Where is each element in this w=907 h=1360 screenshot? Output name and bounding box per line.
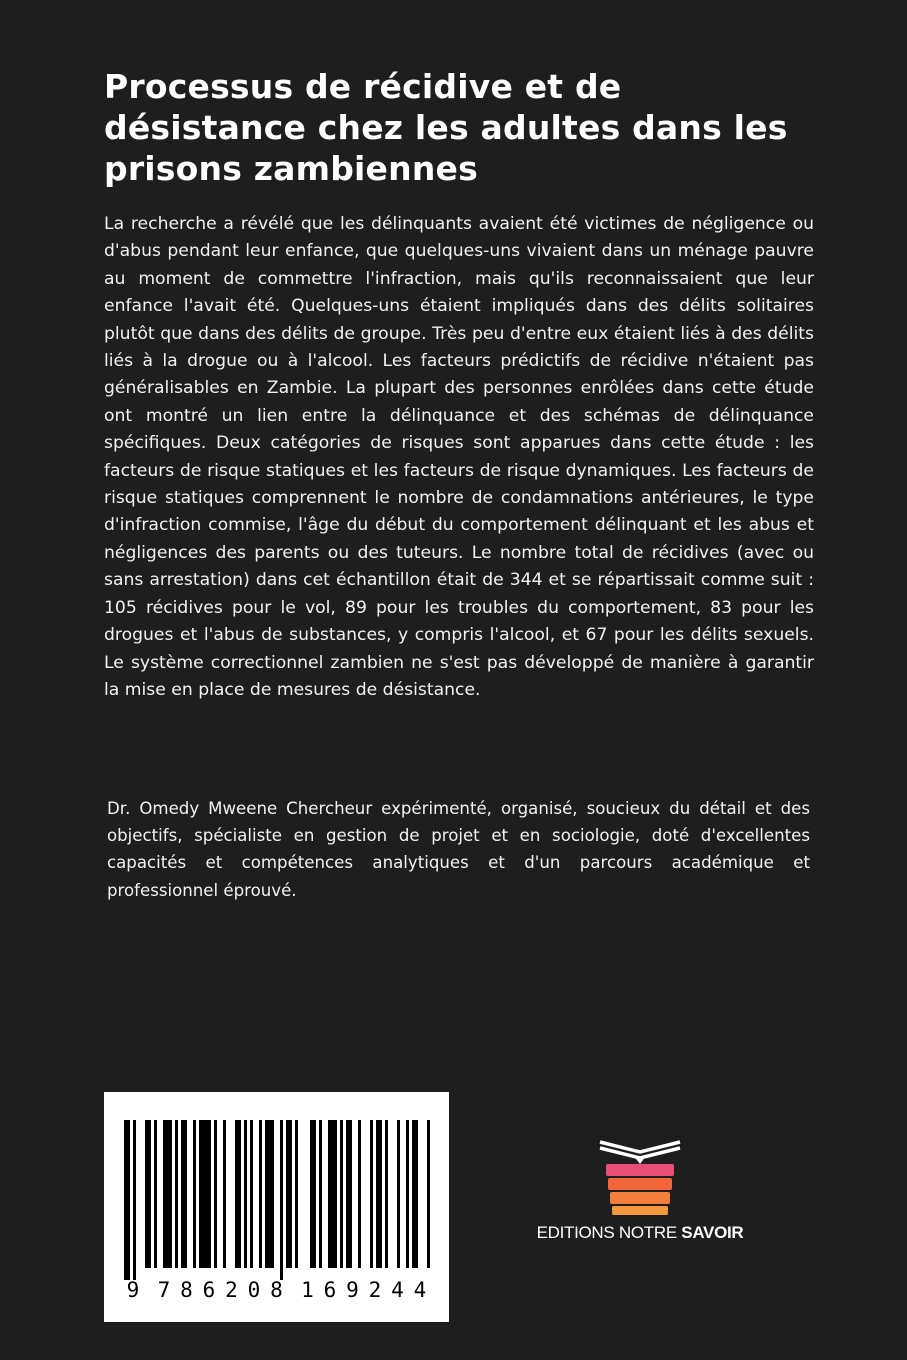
isbn-digit: 8 xyxy=(270,1278,283,1302)
barcode-bar xyxy=(199,1120,211,1268)
barcode-bar xyxy=(385,1120,388,1268)
barcode-bar xyxy=(181,1120,187,1268)
isbn-barcode xyxy=(104,1092,449,1322)
barcode-bar xyxy=(406,1120,409,1268)
isbn-digit: 6 xyxy=(323,1278,337,1302)
barcode-bar xyxy=(145,1120,151,1268)
barcode-bar xyxy=(397,1120,400,1268)
book-summary: La recherche a révélé que les délinquants avaient été victimes de négligence ou d'abus pendant leur enfance, que quelques-uns vivaient dans un ménage pauvre au moment de commettre l'infraction, mais qu'ils reconnaissaient que leur enfance l'avait été. Quelques-uns étaient impliqués dans des délits solitaires plutôt que dans des délits de groupe. Très peu d'entre eux étaient liés à des délits liés à la drogue ou à l'alcool. Les facteurs prédictifs de récidive n'étaient pas généralisables en Zambie. La plupart des personnes enrôlées dans cette étude ont montré un lien entre la délinquance et des schémas de délinquance spécifiques. Deux catégories de risques sont apparues dans cette étude : les facteurs de risque statiques et les facteurs de risque dynamiques. Les facteurs de risque statiques comprennent le nombre de condamnations antérieures, le type d'infraction commise, l'âge du début du comportement délinquant et les abus et négligences des parents ou des tuteurs. Le nombre total de récidives (avec ou sans arrestation) dans cet échantillon était de 344 et se répartissait comme suit : 105 récidives pour le vol, 89 pour les troubles du comportement, 83 pour les drogues et l'abus de substances, y compris l'alcool, et 67 pour les délits sexuels. Le système correctionnel zambien ne s'est pas développé de manière à garantir la mise en place de mesures de désistance. xyxy=(104,214,814,700)
barcode-bar xyxy=(193,1120,196,1268)
isbn-digit: 4 xyxy=(391,1278,404,1302)
book-title: Processus de récidive et de désistance chez les adultes dans les prisons zambiennes xyxy=(104,67,788,188)
barcode-bar xyxy=(133,1120,136,1280)
barcode-bar xyxy=(259,1120,262,1268)
barcode-bar xyxy=(412,1120,418,1268)
isbn-digit: 8 xyxy=(180,1278,193,1302)
barcode-bar xyxy=(124,1120,130,1280)
barcode-bar xyxy=(295,1120,298,1268)
barcode-bar xyxy=(370,1120,373,1268)
isbn-digit: 7 xyxy=(157,1278,171,1302)
barcode-bar xyxy=(328,1120,337,1268)
isbn-digit: 9 xyxy=(126,1278,140,1302)
barcode-bar xyxy=(376,1120,382,1268)
barcode-bar xyxy=(223,1120,226,1268)
isbn-digit: 6 xyxy=(202,1278,216,1302)
barcode-bar xyxy=(214,1120,217,1268)
barcode-bar xyxy=(319,1120,322,1268)
barcode-bar xyxy=(175,1120,178,1268)
isbn-digit: 2 xyxy=(368,1278,382,1302)
barcode-bar xyxy=(280,1120,283,1280)
barcode-bar xyxy=(286,1120,292,1268)
isbn-number xyxy=(104,1278,449,1302)
author-bio: Dr. Omedy Mweene Chercheur expérimenté, organisé, soucieux du détail et des objectifs, spécialiste en gestion de projet et en sociologie, doté d'excellentes capacités et compétences analytiques et d'un parcours académique et professionnel éprouvé. xyxy=(107,799,810,900)
barcode-bar xyxy=(427,1120,430,1268)
publisher-block xyxy=(520,1130,760,1250)
isbn-digit: 9 xyxy=(346,1278,359,1302)
open-book-logo-icon xyxy=(594,1138,686,1216)
barcode-bar xyxy=(340,1120,343,1268)
isbn-digit: 0 xyxy=(247,1278,261,1302)
isbn-digit: 2 xyxy=(225,1278,238,1302)
barcode-bar xyxy=(244,1120,247,1268)
barcode-bar xyxy=(250,1120,253,1268)
barcode-bar xyxy=(235,1120,241,1268)
barcode-bar xyxy=(154,1120,157,1268)
barcode-bar xyxy=(358,1120,361,1268)
barcode-bar xyxy=(346,1120,352,1268)
isbn-digit: 1 xyxy=(301,1278,314,1302)
barcode-bar xyxy=(310,1120,316,1268)
publisher-name: EDITIONS NOTRE SAVOIR xyxy=(536,1223,744,1242)
barcode-bar xyxy=(163,1120,172,1268)
barcode-bar xyxy=(265,1120,274,1268)
isbn-digit: 4 xyxy=(413,1278,427,1302)
